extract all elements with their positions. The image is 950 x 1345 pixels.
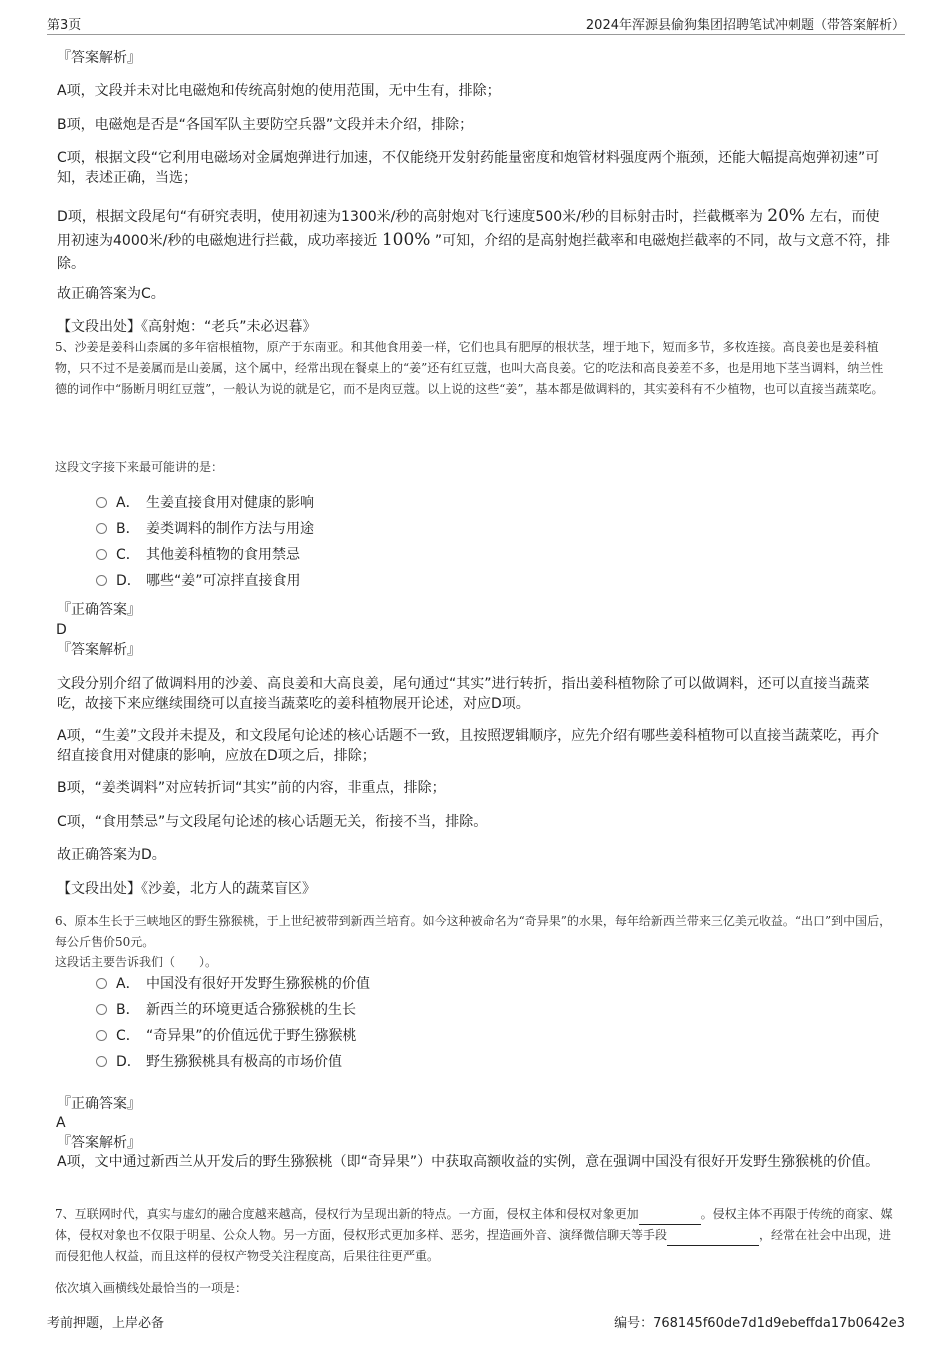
- radio-icon[interactable]: [96, 1004, 107, 1015]
- q7-stem-part3: ，经常在社会中出现，进而侵犯他人权益，而且这样的侵权产物受关注程度高，后果往往更严重。: [55, 1228, 892, 1263]
- document-title: 2024年浑源县偷狗集团招聘笔试冲刺题（带答案解析）: [585, 18, 905, 33]
- q4-d-part2: 左右，而使用初速为4000米/秒的电磁炮进行拦截，成功率接近: [57, 209, 880, 249]
- q4-analysis-title: 『答案解析』: [57, 50, 141, 66]
- document-code: 编号：768145f60de7d1d9ebeffda17b0642e3: [614, 1316, 905, 1331]
- fill-blank-2[interactable]: [667, 1233, 759, 1246]
- option-letter: A．: [116, 495, 140, 511]
- option-text: 中国没有很好开发野生猕猴桃的价值: [146, 976, 370, 992]
- radio-icon[interactable]: [96, 978, 107, 989]
- radio-icon[interactable]: [96, 523, 107, 534]
- q4-analysis-b: B项，电磁炮是否是“各国军队主要防空兵器”文段并未介绍，排除；: [57, 117, 474, 133]
- option-letter: A．: [116, 976, 140, 992]
- option-letter: B．: [116, 1002, 140, 1018]
- option-text: “奇异果”的价值远优于野生猕猴桃: [146, 1028, 357, 1044]
- q6-option-d[interactable]: [96, 1052, 342, 1072]
- q7-stem: [55, 1204, 895, 1267]
- option-letter: C．: [116, 1028, 140, 1044]
- q5-conclusion: 故正确答案为D。: [57, 847, 166, 863]
- q5-stem: 5、沙姜是姜科山柰属的多年宿根植物，原产于东南亚。和其他食用姜一样，它们也具有肥厚的根状茎，埋于地下，短而多节，多枚连接。高良姜也是姜科植物，只不过不是姜属而是山姜属，这个属中，经常出现在餐桌上的“姜”还有红豆蔻，也叫大高良姜。它的吃法和高良姜差不多，也是用地下茎当调料，纳兰性德的词作中“肠断月明红豆蔻”，一般认为说的就是它，而不是肉豆蔻。以上说的这些“姜”，基本都是做调料的，其实姜科有不少植物，也可以直接当蔬菜吃。: [55, 340, 884, 396]
- option-letter: B．: [116, 521, 140, 537]
- q4-source: 【文段出处】《高射炮：“老兵”未必迟暮》: [57, 319, 317, 335]
- q6-question: 这段话主要告诉我们（ ）。: [55, 955, 218, 969]
- q5-answer-title: 『正确答案』: [57, 602, 141, 618]
- option-letter: D．: [116, 573, 141, 589]
- option-text: 其他姜科植物的食用禁忌: [146, 547, 300, 563]
- q5-analysis: 文段分别介绍了做调料用的沙姜、高良姜和大高良姜，尾句通过“其实”进行转折，指出姜科植物除了可以做调料，还可以直接当蔬菜吃，故接下来应继续围绕可以直接当蔬菜吃的姜科植物展开论述，对应D项。: [57, 676, 870, 712]
- q6-analysis: A项，文中通过新西兰从开发后的野生猕猴桃（即“奇异果”）中获取高额收益的实例，意在强调中国没有很好开发野生猕猴桃的价值。: [57, 1154, 880, 1170]
- option-text: 姜类调料的制作方法与用途: [146, 521, 314, 537]
- q5-option-d[interactable]: [96, 571, 301, 591]
- q6-answer-title: 『正确答案』: [57, 1096, 141, 1112]
- q6-option-c[interactable]: [96, 1026, 357, 1046]
- q5-option-c[interactable]: [96, 545, 300, 565]
- q4-d-part1: D项，根据文段尾句“有研究表明，使用初速为1300米/秒的高射炮对飞行速度500米/秒的目标射击时，拦截概率为: [57, 209, 763, 225]
- page-number: 第3页: [47, 18, 82, 33]
- q5-analysis-title: 『答案解析』: [57, 642, 141, 658]
- q4-analysis-a: A项，文段并未对比电磁炮和传统高射炮的使用范围，无中生有，排除；: [57, 83, 501, 99]
- footer-slogan: 考前押题，上岸必备: [47, 1316, 165, 1331]
- q6-option-b[interactable]: [96, 1000, 356, 1020]
- q7-stem-part1: 7、互联网时代，真实与虚幻的融合度越来越高，侵权行为呈现出新的特点。一方面，侵权主体和侵权对象更加: [55, 1207, 639, 1221]
- q7-stem-part2: 。侵权主体不再限于传统的商家、媒体，侵权对象也不仅限于明星、公众人物。另一方面，侵权形式更加多样、恶劣，捏造画外音、演绎微信聊天等手段: [55, 1207, 893, 1242]
- option-text: 生姜直接食用对健康的影响: [146, 495, 314, 511]
- radio-icon[interactable]: [96, 549, 107, 560]
- q5-source: 【文段出处】《沙姜，北方人的蔬菜盲区》: [57, 881, 316, 897]
- q6-stem: 6、原本生长于三峡地区的野生猕猴桃，于上世纪被带到新西兰培育。如今这种被命名为“奇异果”的水果，每年给新西兰带来三亿美元收益。“出口”到中国后，每公斤售价50元。: [55, 914, 892, 949]
- option-text: 新西兰的环境更适合猕猴桃的生长: [146, 1002, 356, 1018]
- q7-question: 依次填入画横线处最恰当的一项是：: [55, 1281, 248, 1295]
- option-letter: D．: [116, 1054, 141, 1070]
- option-text: 野生猕猴桃具有极高的市场价值: [146, 1054, 342, 1070]
- q6-answer: A: [56, 1115, 66, 1131]
- radio-icon[interactable]: [96, 575, 107, 586]
- q4-analysis-d: [57, 205, 892, 276]
- option-letter: C．: [116, 547, 140, 563]
- q5-question: 这段文字接下来最可能讲的是：: [55, 460, 224, 474]
- q5-option-a[interactable]: [96, 493, 314, 513]
- q5-analysis-c: C项，“食用禁忌”与文段尾句论述的核心话题无关，衔接不当，排除。: [57, 814, 488, 830]
- q6-analysis-title: 『答案解析』: [57, 1135, 141, 1151]
- percent-100: 100%: [381, 230, 431, 250]
- q6-option-a[interactable]: [96, 974, 370, 994]
- q5-analysis-b: B项，“姜类调料”对应转折词“其实”前的内容，非重点，排除；: [57, 780, 446, 796]
- q5-analysis-a: A项，“生姜”文段并未提及，和文段尾句论述的核心话题不一致，且按照逻辑顺序，应先介绍有哪些姜科植物可以直接当蔬菜吃，再介绍直接食用对健康的影响，应放在D项之后，排除；: [57, 728, 880, 764]
- radio-icon[interactable]: [96, 1056, 107, 1067]
- percent-20: 20%: [767, 206, 806, 226]
- q4-analysis-c: C项，根据文段“它利用电磁场对金属炮弹进行加速，不仅能绕开发射药能量密度和炮管材料强度两个瓶颈，还能大幅提高炮弹初速”可知，表述正确，当选；: [57, 150, 880, 186]
- radio-icon[interactable]: [96, 1030, 107, 1041]
- q4-d-part3: ”可知，介绍的是高射炮拦截率和电磁炮拦截率的不同，故与文意不符，排除。: [57, 233, 891, 272]
- page-header: [47, 14, 905, 35]
- q5-option-b[interactable]: [96, 519, 314, 539]
- radio-icon[interactable]: [96, 497, 107, 508]
- q5-answer: D: [56, 622, 67, 638]
- q4-conclusion: 故正确答案为C。: [57, 286, 165, 302]
- fill-blank-1[interactable]: [639, 1212, 701, 1225]
- option-text: 哪些“姜”可凉拌直接食用: [146, 573, 301, 589]
